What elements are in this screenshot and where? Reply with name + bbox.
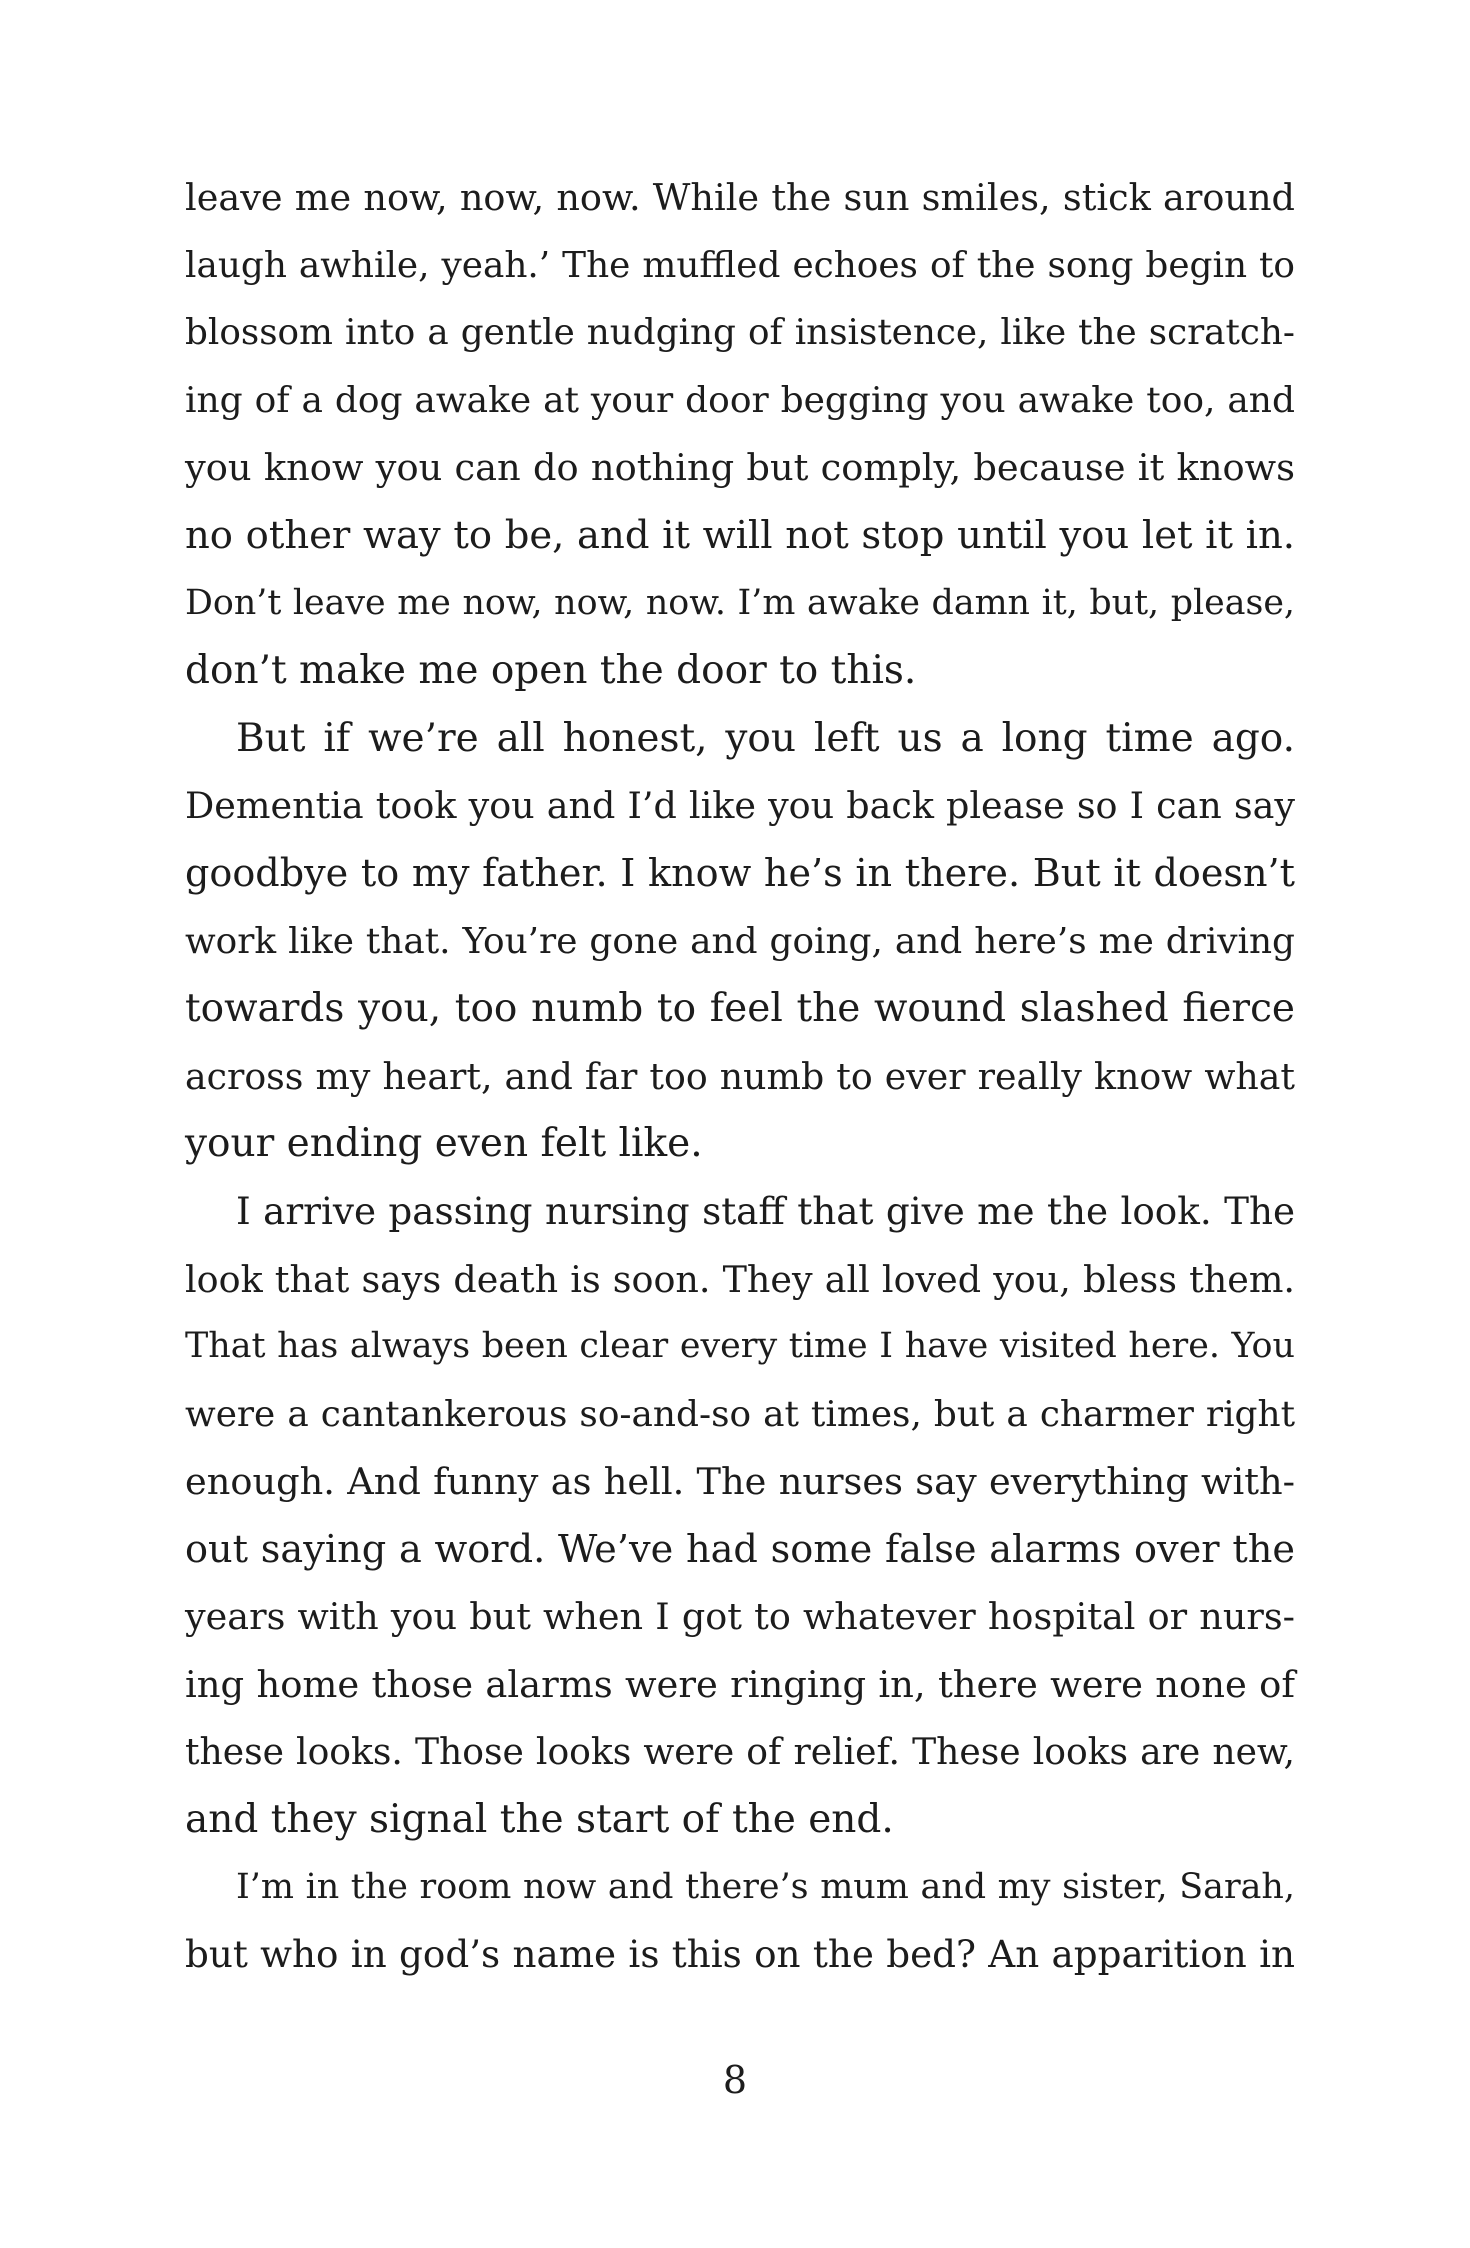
text-line: laugh awhile, yeah.’ The muffled echoes of the song begin to	[185, 244, 1295, 286]
paragraph-3	[185, 1178, 1295, 1854]
text-line: That has always been clear every time I have visited here. You	[185, 1326, 1295, 1367]
text-line: don’t make me open the door to this.	[185, 648, 917, 694]
text-line: but who in god’s name is this on the bed? An apparition in	[185, 1932, 1295, 1977]
paragraph-2	[185, 705, 1295, 1178]
text-line: towards you, too numb to feel the wound slashed fierce	[185, 986, 1295, 1032]
text-line: blossom into a gentle nudging of insistence, like the scratch-	[185, 312, 1295, 354]
paragraph-1	[185, 164, 1295, 705]
body-text	[185, 164, 1295, 1989]
text-line: leave me now, now, now. While the sun smiles, stick around	[185, 176, 1295, 219]
text-line: look that says death is soon. They all loved you, bless them.	[185, 1257, 1295, 1301]
text-line: I’m in the room now and there’s mum and my sister, Sarah,	[236, 1866, 1295, 1907]
paragraph-4	[185, 1854, 1295, 1989]
text-line: your ending even felt like.	[185, 1121, 703, 1167]
text-line: I arrive passing nursing staff that give me the look. The	[236, 1188, 1295, 1233]
text-line: out saying a word. We’ve had some false alarms over the	[185, 1526, 1295, 1572]
text-line: Dementia took you and I’d like you back please so I can say	[185, 784, 1295, 828]
text-line: these looks. Those looks were of relief. These looks are new,	[185, 1730, 1295, 1773]
text-line: ing home those alarms were ringing in, there were none of	[185, 1663, 1295, 1707]
text-line: years with you but when I got to whatever hospital or nurs-	[185, 1595, 1295, 1639]
text-line: across my heart, and far too numb to ever really know what	[185, 1054, 1295, 1098]
text-line: no other way to be, and it will not stop until you let it in.	[185, 512, 1295, 558]
text-line: enough. And funny as hell. The nurses say everything with-	[185, 1460, 1295, 1504]
text-line: ing of a dog awake at your door begging you awake too, and	[185, 379, 1295, 421]
text-line: you know you can do nothing but comply, because it knows	[185, 446, 1295, 490]
text-line: Don’t leave me now, now, now. I’m awake damn it, but, please,	[185, 582, 1295, 623]
text-line: were a cantankerous so-and-so at times, but a charmer right	[185, 1393, 1295, 1435]
text-line: and they signal the start of the end.	[185, 1797, 894, 1843]
text-line: But if we’re all honest, you left us a long time ago.	[236, 715, 1295, 761]
page-number: 8	[722, 2058, 748, 2102]
text-line: goodbye to my father. I know he’s in there. But it doesn’t	[185, 850, 1295, 895]
text-line: work like that. You’re gone and going, and here’s me driving	[185, 920, 1295, 962]
